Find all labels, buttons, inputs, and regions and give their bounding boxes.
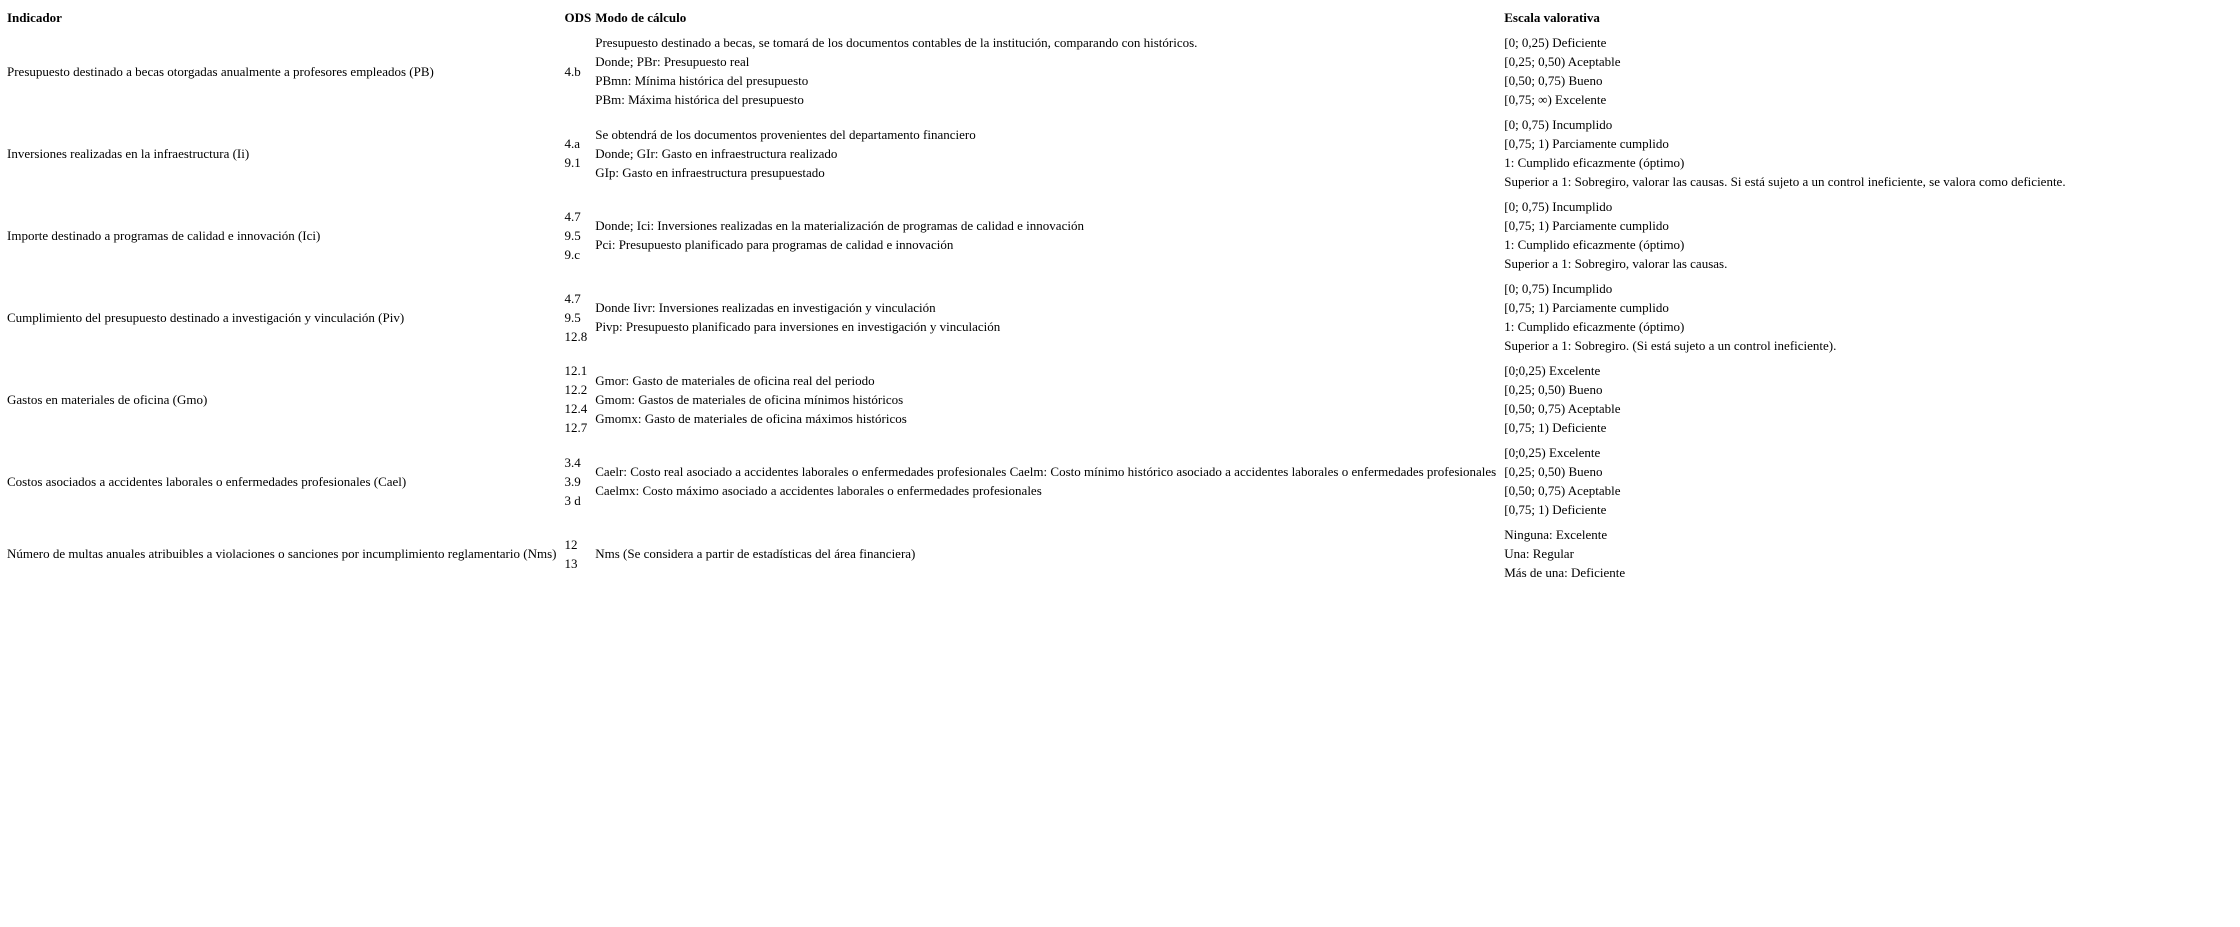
cell-ods-line: 9.c: [564, 246, 580, 262]
table-row: [7, 279, 2070, 361]
cell-modo-line: Se obtendrá de los documentos provenientes del departamento financiero: [595, 126, 976, 142]
cell-escala-line: [0,25; 0,50) Aceptable: [1504, 54, 1621, 69]
cell-escala-line: [0,50; 0,75) Aceptable: [1504, 483, 1621, 498]
cell-ods-line: 4.b: [564, 63, 581, 79]
cell-escala-line: [0,50; 0,75) Aceptable: [1504, 401, 1621, 416]
header-row: [7, 8, 2070, 33]
cell-indicador: Número de multas anuales atribuibles a violaciones o sanciones por incumplimiento reglamentario (Nms): [7, 546, 557, 561]
cell-escala-line: [0; 0,75) Incumplido: [1504, 281, 1613, 296]
table-row: [7, 197, 2070, 279]
indicators-table: [7, 8, 2070, 588]
cell-escala: [1504, 279, 2069, 361]
cell-modo: [595, 525, 1504, 588]
cell-escala-line: [0,75; 1) Deficiente: [1504, 502, 1607, 517]
cell-escala-line: [0;0,25) Excelente: [1504, 445, 1601, 460]
cell-modo-line: Donde Iivr: Inversiones realizadas en investigación y vinculación: [595, 300, 936, 315]
cell-ods-line: 4.a: [564, 136, 580, 151]
cell-modo-line: Donde; PBr: Presupuesto real: [595, 54, 750, 69]
cell-escala: [1504, 197, 2069, 279]
cell-indicador: Cumplimiento del presupuesto destinado a investigación y vinculación (Piv): [7, 309, 405, 325]
table-row: [7, 525, 2070, 588]
cell-modo: [595, 115, 1504, 197]
cell-modo-line: Gmom: Gastos de materiales de oficina mínimos históricos: [595, 391, 904, 407]
cell-escala-line: [0; 0,75) Incumplido: [1504, 117, 1613, 132]
cell-ods-line: 12.2: [564, 382, 588, 397]
cell-modo: [595, 33, 1504, 115]
cell-ods-line: 12.8: [564, 328, 588, 344]
cell-escala-line: 1: Cumplido eficazmente (óptimo): [1504, 319, 1685, 334]
cell-modo-line: Donde; GIr: Gasto en infraestructura realizado: [595, 145, 838, 161]
cell-ods-line: 3.9: [564, 473, 581, 489]
header-modo: Modo de cálculo: [595, 10, 687, 25]
cell-ods-line: 3.4: [564, 454, 581, 470]
cell-ods: [564, 361, 595, 443]
cell-modo-line: Nms (Se considera a partir de estadísticas del área financiera): [595, 546, 916, 561]
cell-escala-line: Más de una: Deficiente: [1504, 565, 1626, 580]
cell-modo-line: Pivp: Presupuesto planificado para inversiones en investigación y vinculación: [595, 319, 1001, 334]
table-row: [7, 443, 2070, 525]
header-escala: Escala valorativa: [1504, 10, 1600, 25]
cell-modo-line: Pci: Presupuesto planificado para programas de calidad e innovación: [595, 237, 954, 252]
cell-modo-line: Gmomx: Gasto de materiales de oficina máximos históricos: [595, 410, 907, 426]
table-row: [7, 361, 2070, 443]
cell-ods-line: 12: [564, 536, 578, 552]
cell-modo-line: Caelr: Costo real asociado a accidentes laborales o enfermedades profesionales Caelm: Costo mínimo histórico asociado a accidentes laborales o enfermedades profesionales: [595, 464, 1497, 479]
cell-modo: [595, 443, 1504, 525]
cell-ods-line: 3 d: [564, 492, 581, 508]
cell-ods-line: 13: [564, 555, 578, 571]
cell-escala: [1504, 33, 2069, 115]
cell-escala-line: [0,25; 0,50) Bueno: [1504, 382, 1603, 397]
table-row: [7, 115, 2070, 197]
cell-modo: [595, 361, 1504, 443]
cell-ods: [564, 33, 595, 115]
cell-escala-line: Superior a 1: Sobregiro, valorar las causas.: [1504, 256, 1728, 271]
cell-escala-line: [0,75; 1) Parciamente cumplido: [1504, 218, 1669, 233]
cell-escala-line: [0,75; 1) Parciamente cumplido: [1504, 136, 1669, 151]
cell-ods-line: 12.7: [564, 420, 588, 435]
cell-modo-line: GIp: Gasto en infraestructura presupuestado: [595, 164, 825, 180]
cell-ods-line: 4.7: [564, 290, 581, 306]
cell-ods-line: 12.4: [564, 401, 588, 416]
cell-modo: [595, 197, 1504, 279]
cell-escala-line: Superior a 1: Sobregiro. (Si está sujeto a un control ineficiente).: [1504, 338, 1837, 353]
cell-ods: [564, 443, 595, 525]
cell-modo-line: Caelmx: Costo máximo asociado a accidentes laborales o enfermedades profesionales: [595, 483, 1042, 498]
table-body: [7, 33, 2070, 588]
cell-escala-line: [0,75; 1) Parciamente cumplido: [1504, 300, 1669, 315]
cell-escala-line: Ninguna: Excelente: [1504, 527, 1608, 542]
cell-ods: [564, 115, 595, 197]
cell-escala-line: [0;0,25) Excelente: [1504, 363, 1601, 378]
cell-escala-line: [0,75; ∞) Excelente: [1504, 92, 1607, 107]
cell-modo-line: Donde; Ici: Inversiones realizadas en la materialización de programas de calidad e innovación: [595, 218, 1084, 233]
cell-ods: [564, 279, 595, 361]
cell-ods-line: 12.1: [564, 363, 588, 378]
cell-escala-line: [0; 0,75) Incumplido: [1504, 199, 1613, 214]
cell-modo-line: Presupuesto destinado a becas, se tomará de los documentos contables de la institución, comparando con históricos.: [595, 35, 1198, 50]
cell-ods-line: 9.1: [564, 155, 581, 170]
header-indicador: Indicador: [7, 10, 62, 25]
cell-escala-line: Superior a 1: Sobregiro, valorar las causas. Si está sujeto a un control ineficiente, se valora como deficiente.: [1504, 174, 2066, 189]
header-ods: ODS: [564, 10, 592, 25]
cell-escala: [1504, 443, 2069, 525]
cell-escala-line: [0,25; 0,50) Bueno: [1504, 464, 1603, 479]
cell-modo-line: PBm: Máxima histórica del presupuesto: [595, 92, 804, 107]
cell-modo-line: PBmn: Mínima histórica del presupuesto: [595, 73, 809, 88]
cell-indicador: Costos asociados a accidentes laborales o enfermedades profesionales (Cael): [7, 473, 407, 489]
cell-escala-line: [0,75; 1) Deficiente: [1504, 420, 1607, 435]
cell-modo-line: Gmor: Gasto de materiales de oficina real del periodo: [595, 372, 875, 388]
cell-ods-line: 9.5: [564, 309, 581, 325]
cell-indicador: Inversiones realizadas en la infraestructura (Ii): [7, 145, 250, 161]
cell-escala-line: [0,50; 0,75) Bueno: [1504, 73, 1603, 88]
cell-ods-line: 9.5: [564, 227, 581, 243]
cell-ods: [564, 197, 595, 279]
cell-escala: [1504, 361, 2069, 443]
cell-escala: [1504, 525, 2069, 588]
cell-escala-line: 1: Cumplido eficazmente (óptimo): [1504, 155, 1685, 170]
cell-escala-line: 1: Cumplido eficazmente (óptimo): [1504, 237, 1685, 252]
cell-ods-line: 4.7: [564, 208, 581, 224]
cell-escala-line: [0; 0,25) Deficiente: [1504, 35, 1607, 50]
cell-escala: [1504, 115, 2069, 197]
cell-ods: [564, 525, 595, 588]
cell-indicador: Importe destinado a programas de calidad e innovación (Ici): [7, 227, 321, 243]
cell-modo: [595, 279, 1504, 361]
cell-indicador: Presupuesto destinado a becas otorgadas anualmente a profesores empleados (PB): [7, 63, 434, 79]
table-row: [7, 33, 2070, 115]
cell-escala-line: Una: Regular: [1504, 546, 1574, 561]
cell-indicador: Gastos en materiales de oficina (Gmo): [7, 391, 208, 407]
